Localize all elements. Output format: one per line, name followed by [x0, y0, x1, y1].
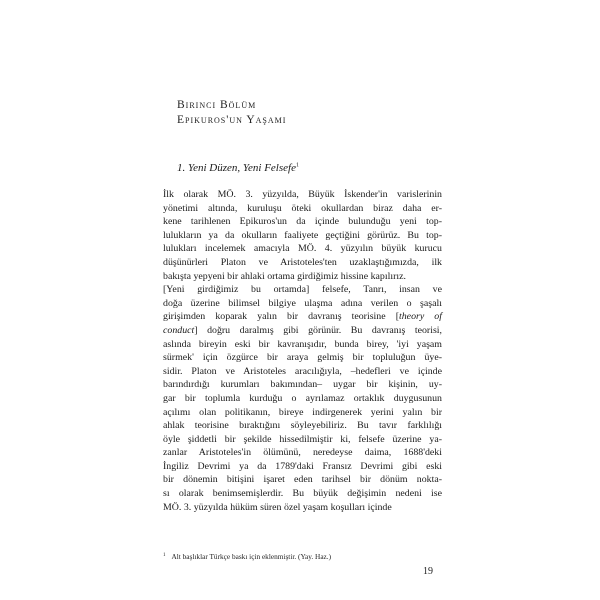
section-title-text: 1. Yeni Düzen, Yeni Felsefe [177, 162, 296, 174]
body-line: ahlak teorisine bıraktığını söyleyebiliriz. Bu tavır farklılığı [163, 420, 442, 432]
footnote-text: Alt başlıklar Türkçe baskı için eklenmiştir. (Yay. Haz.) [171, 552, 332, 561]
body-line: lulukların ya da okulların faaliyete geçtiğini görürüz. Bu top- [163, 229, 442, 241]
body-line: aslında bireyin eski bir kavranışıdır, bunda birey, 'iyi yaşam [163, 338, 442, 350]
body-line: MÖ. 3. yüzyılda hüküm süren özel yaşam koşulları içinde [163, 501, 392, 513]
body-line: gar bir toplumla kurduğu o ayrılamaz ortaklık duygusunun [163, 392, 442, 404]
body-line: İlk olarak MÖ. 3. yüzyılda, Büyük İskender'in varislerinin [163, 189, 442, 200]
body-line: [Yeni girdiğimiz bu ortamda] felsefe, Tanrı, insan ve [163, 284, 442, 296]
footnote-reference: 1 [295, 162, 299, 169]
section-title [177, 162, 299, 174]
chapter-heading [177, 98, 286, 128]
page-number: 19 [423, 566, 433, 577]
body-line: öyle şiddetli bir şekilde hissedilmiştir ki, felsefe üzerine ya- [163, 433, 442, 445]
body-line: conduct] doğru daralmış gibi görünür. Bu davranış teorisi, [163, 324, 442, 336]
body-text [163, 188, 442, 514]
footnote-marker: 1 [163, 552, 166, 558]
body-line: İngiliz Devrimi ya da 1789'daki Fransız Devrimi gibi eski [163, 460, 442, 472]
chapter-number: Birinci Bölüm [177, 99, 257, 111]
body-line: lulukları incelemek amacıyla MÖ. 4. yüzyılın büyük kurucu [163, 243, 442, 255]
body-line: barındırdığı kurumları bakımından– uygar bir kişinin, uy- [163, 379, 442, 391]
body-line: kene tarihlenen Epikuros'un da içinde bulunduğu yeni top- [163, 216, 442, 228]
body-line: girişimden koparak yalın bir davranış teorisine [theory of [163, 311, 442, 323]
body-line: düşünürleri Platon ve Aristoteles'ten uzaklaştığımızda, ilk [163, 256, 442, 268]
body-line: sı olarak benimsemişlerdir. Bu büyük değişimin nedeni ise [163, 488, 442, 500]
footnote [163, 552, 331, 561]
body-line: doğa üzerine bilimsel bilgiye ulaşma adına verilen o şaşalı [163, 297, 442, 309]
body-line: açılımı olan politikanın, bireye indirgenerek yerini yalın bir [163, 406, 442, 418]
body-line: sidir. Platon ve Aristoteles aracılığıyla, –hedefleri ve içinde [163, 365, 442, 377]
body-line: yönetimi altında, kuruluşu öteki okullardan biraz daha er- [163, 202, 442, 214]
body-line: zanlar Aristoteles'in ölümünü, neredeyse daima, 1688'deki [163, 447, 442, 459]
chapter-title: Epikuros'un Yaşamı [177, 114, 287, 126]
body-line: bir dönemin bitişini işaret eden tarihsel bir dönüm nokta- [163, 474, 442, 486]
body-line: sürmek' için özgürce bir araya gelmiş bir topluluğun üye- [163, 352, 442, 364]
body-line: bakışta yepyeni bir ahlaki ortama girdiğimiz hissine kapılırız. [163, 270, 406, 282]
